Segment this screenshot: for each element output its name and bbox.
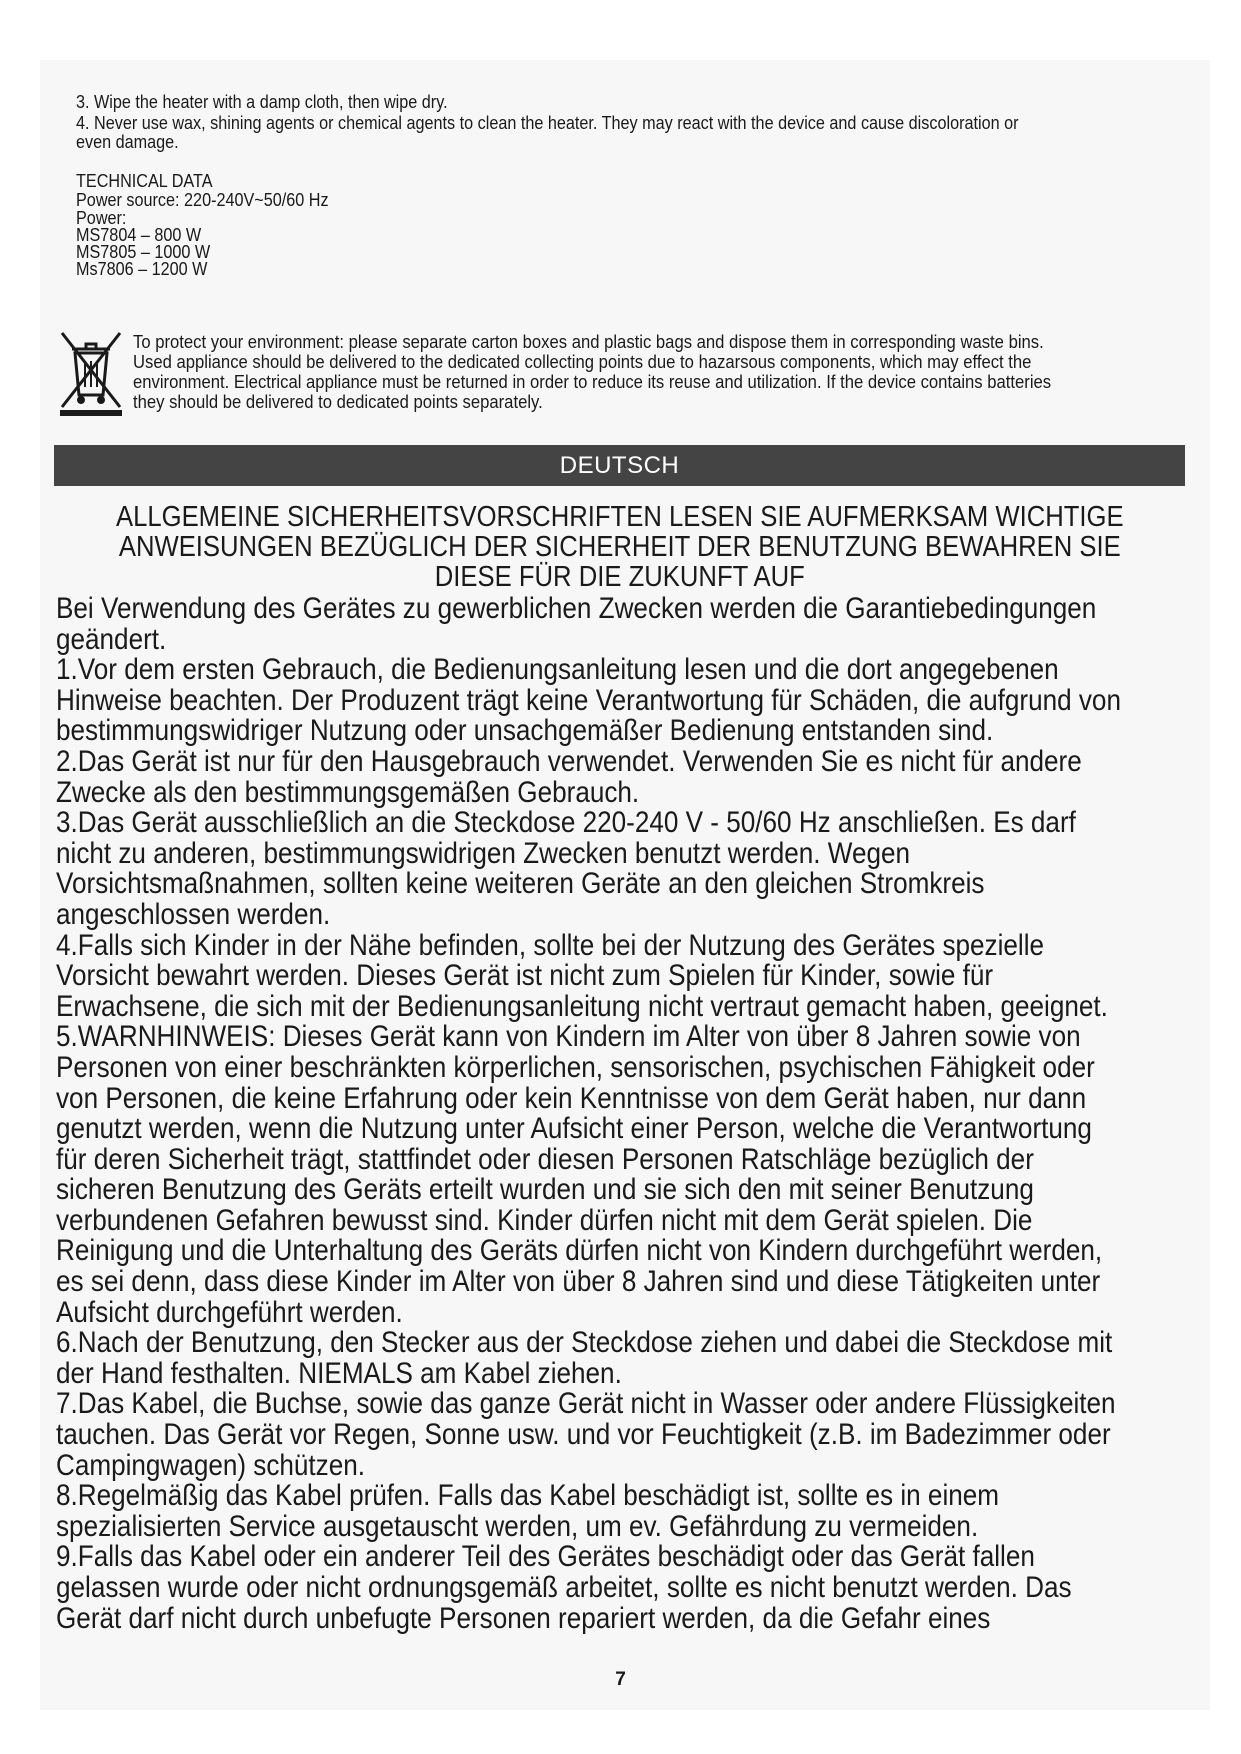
instruction-line: 5.WARNHINWEIS: Dieses Gerät kann von Kindern im Alter von über 8 Jahren sowie von <box>56 1020 1081 1054</box>
instruction-line: es sei denn, dass diese Kinder im Alter von über 8 Jahren sind und diese Tätigkeiten unter <box>56 1265 1101 1299</box>
model-row: Ms7806 – 1200 W <box>76 259 208 279</box>
power-source: Power source: 220-240V~50/60 Hz <box>76 190 329 210</box>
power-label: Power: <box>76 208 127 228</box>
instruction-line: Hinweise beachten. Der Produzent trägt keine Verantwortung für Schäden, die aufgrund von <box>56 683 1121 717</box>
instruction-line: Zwecke als den bestimmungsgemäßen Gebrauch. <box>56 775 640 809</box>
instruction-line: 4.Falls sich Kinder in der Nähe befinden, sollte bei der Nutzung des Gerätes spezielle <box>56 928 1045 962</box>
safety-instructions <box>56 594 1187 1634</box>
instruction-line: 8.Regelmäßig das Kabel prüfen. Falls das Kabel beschädigt ist, sollte es in einem <box>56 1479 1000 1513</box>
safety-heading: ALLGEMEINE SICHERHEITSVORSCHRIFTEN LESEN SIE AUFMERKSAM WICHTIGE ANWEISUNGEN BEZÜGLICH DER SICHERHEIT DER BENUTZUNG BEWAHREN SIE DIESE FÜR DIE ZUKUNFT AUF <box>115 501 1124 593</box>
model-row: MS7804 – 800 W <box>76 225 202 245</box>
instruction-line: 2.Das Gerät ist nur für den Hausgebrauch verwendet. Verwenden Sie es nicht für andere <box>56 744 1082 778</box>
instruction-line: für deren Sicherheit trägt, stattfindet oder diesen Personen Ratschläge bezüglich der <box>56 1142 1034 1176</box>
instruction-line: 9.Falls das Kabel oder ein anderer Teil des Gerätes beschädigt oder das Gerät fallen <box>56 1540 1035 1574</box>
model-row: MS7805 – 1000 W <box>76 242 211 262</box>
instruction-line: der Hand festhalten. NIEMALS am Kabel ziehen. <box>56 1356 622 1390</box>
instruction-line: spezialisierten Service ausgetauscht werden, um ev. Gefährdung zu vermeiden. <box>56 1509 979 1543</box>
instruction-line: tauchen. Das Gerät vor Regen, Sonne usw. und vor Feuchtigkeit (z.B. im Badezimmer oder <box>56 1418 1111 1452</box>
instruction-line: geändert. <box>56 622 167 656</box>
instruction-line: gelassen wurde oder nicht ordnungsgemäß arbeitet, sollte es nicht benutzt werden. Das <box>56 1571 1072 1604</box>
instruction-line: Vorsicht bewahrt werden. Dieses Gerät ist nicht zum Spielen für Kinder, sowie für <box>56 959 994 993</box>
instruction-line: 1.Vor dem ersten Gebrauch, die Bedienungsanleitung lesen und die dort angegebenen <box>56 653 1059 687</box>
care-step-3: 3. Wipe the heater with a damp cloth, then wipe dry. <box>76 92 448 112</box>
instruction-line: 7.Das Kabel, die Buchse, sowie das ganze Gerät nicht in Wasser oder andere Flüssigkeiten <box>56 1387 1116 1421</box>
instruction-line: Reinigung und die Unterhaltung des Geräts dürfen nicht von Kindern durchgeführt werden, <box>56 1234 1103 1268</box>
instruction-line: nicht zu anderen, bestimmungswidrigen Zwecken benutzt werden. Wegen <box>56 836 911 870</box>
language-section-bar: DEUTSCH <box>54 445 1185 486</box>
instruction-line: Campingwagen) schützen. <box>56 1448 366 1482</box>
instruction-line: Aufsicht durchgeführt werden. <box>56 1295 403 1329</box>
instruction-line: Vorsichtsmaßnahmen, sollten keine weiteren Geräte an den gleichen Stromkreis <box>56 867 985 901</box>
page-number: 7 <box>615 1669 626 1690</box>
environment-notice: To protect your environment: please separate carton boxes and plastic bags and dispose them in corresponding waste bins. Used appliance should be delivered to the dedicated collecting points due to hazarsous components, which may effect the environment. Electrical appliance must be returned in order to reduce its reuse and utilization. If the device contains batteries they should be delivered to dedicated points separately. <box>133 331 1052 412</box>
technical-data-title: TECHNICAL DATA <box>76 171 213 191</box>
instruction-line: Erwachsene, die sich mit der Bedienungsanleitung nicht vertraut gemacht haben, geeignet. <box>56 989 1108 1023</box>
crossed-out-wheelie-bin-icon <box>56 327 126 417</box>
care-step-4-line-2: even damage. <box>76 132 179 152</box>
instruction-line: Bei Verwendung des Gerätes zu gewerblichen Zwecken werden die Garantiebedingungen <box>56 592 1097 625</box>
instruction-line: 6.Nach der Benutzung, den Stecker aus der Steckdose ziehen und dabei die Steckdose mit <box>56 1326 1113 1360</box>
instruction-line: bestimmungswidriger Nutzung oder unsachgemäßer Bedienung entstanden sind. <box>56 714 994 748</box>
instruction-line: Gerät darf nicht durch unbefugte Personen repariert werden, da die Gefahr eines <box>56 1601 991 1635</box>
instruction-line: Personen von einer beschränkten körperlichen, sensorischen, psychischen Fähigkeit oder <box>56 1050 1095 1084</box>
instruction-line: angeschlossen werden. <box>56 897 331 931</box>
care-step-4-line-1: 4. Never use wax, shining agents or chemical agents to clean the heater. They may react with the device and cause discoloration or <box>76 113 1019 133</box>
instruction-line: von Personen, die keine Erfahrung oder kein Kenntnisse von dem Gerät haben, nur dann <box>56 1081 1087 1115</box>
technical-data <box>76 172 1048 278</box>
instruction-line: genutzt werden, wenn die Nutzung unter Aufsicht einer Person, welche die Verantwortung <box>56 1112 1092 1146</box>
instruction-line: 3.Das Gerät ausschließlich an die Steckdose 220-240 V - 50/60 Hz anschließen. Es darf <box>56 806 1076 840</box>
care-step-4 <box>76 114 1048 152</box>
instruction-line: verbundenen Gefahren bewusst sind. Kinder dürfen nicht mit dem Gerät spielen. Die <box>56 1203 1033 1237</box>
instruction-line: sicheren Benutzung des Geräts erteilt wurden und sie sich den mit seiner Benutzung <box>56 1173 1034 1207</box>
